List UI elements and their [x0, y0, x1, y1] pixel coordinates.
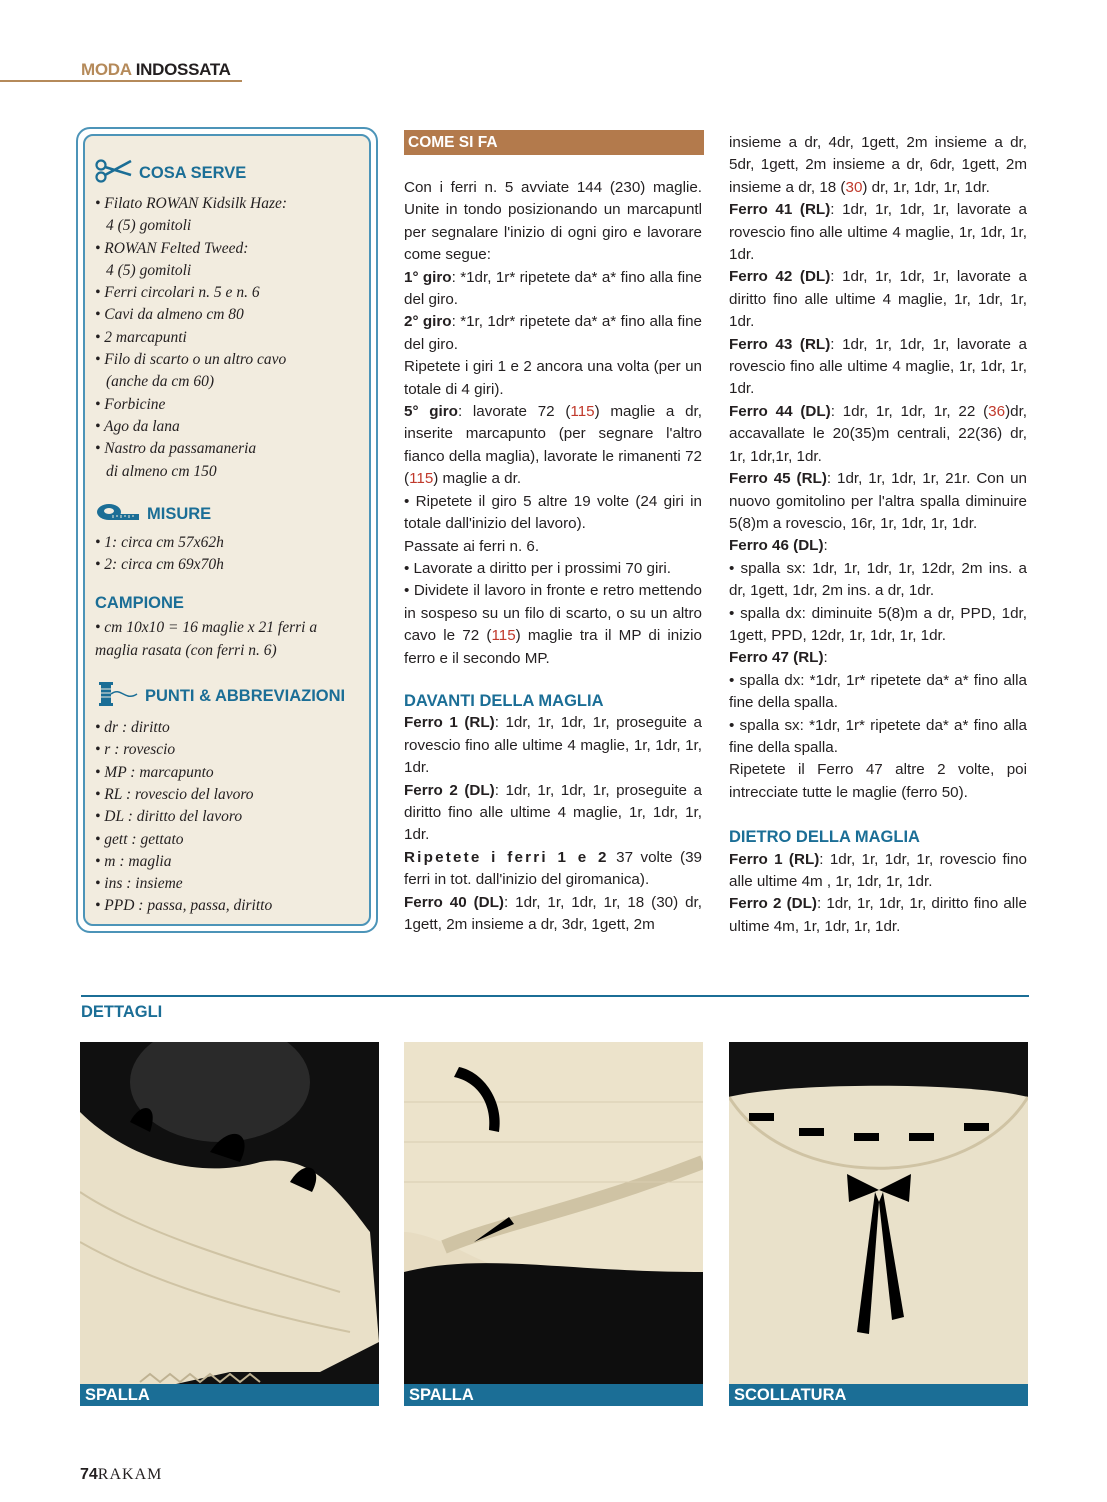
ferro-46: Ferro 46 (DL): — [729, 537, 828, 555]
bullet-lavorate: • Lavorate a diritto per i prossimi 70 giri. — [404, 559, 671, 577]
giro-5: 5° giro: lavorate 72 (115) maglie a dr, inserite marcapunto (per segnare l'altro fianco della maglia), lavorate le rimanenti 72 (115) maglie a dr. — [404, 403, 702, 488]
list-item: di almeno cm 150 — [106, 462, 217, 480]
list-item: • 2 marcapunti — [95, 328, 187, 346]
bullet-dividete: • Dividete il lavoro in fronte e retro mettendo in sospeso su un filo di scarto, o su un altro cavo le 72 (115) maglie tra il MP di inizio ferro e il secondo MP. — [404, 582, 703, 667]
ferro-46-dx: • spalla dx: diminuite 5(8)m a dr, PPD, 1dr, 1gett, PPD, 12dr, 1r, 1dr, 1r, 1dr. — [729, 604, 1027, 644]
cosa-serve-title — [95, 158, 359, 189]
list-item: • gett : gettato — [95, 830, 184, 848]
materials-sidebar — [76, 127, 378, 933]
ripetete-ferri: Ripetete i ferri 1 e 2 37 volte (39 ferri in tot. dall'inizio del giromanica). — [404, 848, 702, 889]
page-number: 74 — [80, 1466, 98, 1483]
ferro-42: Ferro 42 (DL): 1dr, 1r, 1dr, 1r, lavorate a diritto fino alle ultime 4 maglie, 1r, 1dr, 1r, 1dr. — [729, 268, 1028, 331]
ferro-44: Ferro 44 (DL): 1dr, 1r, 1dr, 1r, 22 (36)dr, accavallate le 20(35)m centrali, 22(36) dr, 1r, 1dr,1r, 1dr. — [729, 402, 1028, 465]
list-item: • Filato ROWAN Kidsilk Haze: — [95, 195, 288, 212]
bullet-repeat-giro: • Ripetete il giro 5 altre 19 volte (24 giri in totale dall'inizio del lavoro). — [404, 492, 702, 533]
list-item: 4 (5) gomitoli — [106, 261, 192, 279]
materials-list — [95, 193, 359, 483]
punti-label: PUNTI & ABBREVIAZIONI — [145, 687, 346, 706]
dietro-ferro-1: Ferro 1 (RL): 1dr, 1r, 1dr, 1r, rovescio fino alle ultime 4m , 1r, 1dr, 1r, 1dr. — [729, 850, 1027, 890]
ferro-47-repeat: Ripetete il Ferro 47 altre 2 volte, poi intrecciate tutte le maglie (ferro 50). — [729, 761, 1027, 801]
instructions-column-1 — [404, 130, 702, 936]
section-header — [81, 60, 231, 80]
list-item: • 2: circa cm 69x70h — [95, 556, 224, 574]
list-item: • Cavi da almeno cm 80 — [95, 306, 244, 324]
list-item: • dr : diritto — [95, 719, 170, 737]
page-footer — [80, 1466, 162, 1484]
list-item: • ins : insieme — [95, 875, 183, 893]
punti-title — [95, 680, 359, 713]
list-item: • PPD : passa, passa, diritto — [95, 897, 273, 915]
list-item: • m : maglia — [95, 852, 172, 870]
ferro-43: Ferro 43 (RL): 1dr, 1r, 1dr, 1r, lavorate a rovescio fino alle ultime 4 maglie, 1r, 1dr, 1r, 1dr. — [729, 335, 1028, 398]
dietro-ferro-2: Ferro 2 (DL): 1dr, 1r, 1dr, 1r, diritto fino alle ultime 4m, 1r, 1dr, 1r, 1dr. — [729, 895, 1027, 935]
ferro-47: Ferro 47 (RL): — [729, 649, 828, 667]
intro-paragraph: Con i ferri n. 5 avviate 144 (230) maglie. Unite in tondo posizionando un marcapuntl per segnalare l'inizio di ogni giro e lavorare come segue: — [404, 179, 702, 264]
list-item: (anche da cm 60) — [106, 373, 215, 391]
scissors-icon — [95, 158, 133, 189]
detail-photo-shoulder-2 — [404, 1042, 703, 1406]
repeat-note: Ripetete i giri 1 e 2 ancora una volta (per un totale di 4 giri). — [404, 358, 702, 398]
ferro-45: Ferro 45 (RL): 1dr, 1r, 1dr, 1r, 21r. Con un nuovo gomitolino per l'altra spalla diminuire 5(8)m a rovescio, 16r, 1r, 1dr, 1r, 1dr. — [729, 470, 1028, 532]
dettagli-title: DETTAGLI — [81, 1003, 163, 1021]
list-item: • RL : rovescio del lavoro — [95, 785, 254, 803]
passate-note: Passate ai ferri n. 6. — [404, 537, 540, 555]
measuring-tape-icon — [95, 501, 141, 528]
ferro-1: Ferro 1 (RL): 1dr, 1r, 1dr, 1r, proseguite a rovescio fino alle ultime 4 maglie, 1r, 1dr, 1r, 1dr. — [404, 714, 702, 777]
header-rule — [0, 80, 242, 82]
misure-label: MISURE — [147, 504, 212, 523]
list-item: • Forbicine — [95, 395, 166, 413]
davanti-heading: DAVANTI DELLA MAGLIA — [404, 691, 604, 710]
list-item: • Ferri circolari n. 5 e n. 6 — [95, 284, 260, 302]
list-item: • Ago da lana — [95, 417, 180, 435]
ferro-40-continued: insieme a dr, 4dr, 1gett, 2m insieme a dr, 5dr, 1gett, 2m insieme a dr, 6dr, 1gett, 2m insieme a dr, 18 (30) dr, 1r, 1dr, 1r, 1dr. — [729, 134, 1027, 196]
giro-1: 1° giro: *1dr, 1r* ripetete da* a* fino alla fine del giro. — [404, 268, 702, 309]
magazine-name: RAKAM — [97, 1466, 163, 1483]
list-item: • DL : diritto del lavoro — [95, 808, 243, 826]
abbreviations-list — [95, 717, 359, 918]
ferro-2: Ferro 2 (DL): 1dr, 1r, 1dr, 1r, proseguite a diritto fino alle ultime 4 maglie, 1r, 1dr, 1r, 1dr. — [404, 781, 702, 844]
campione-text: • cm 10x10 = 16 maglie x 21 ferri a maglia rasata (con ferri n. 6) — [95, 619, 318, 659]
ferro-47-sx: • spalla sx: *1dr, 1r* ripetete da* a* fino alla fine della spalla. — [729, 716, 1027, 756]
section-header-part1: MODA — [81, 60, 132, 79]
misure-title — [95, 501, 359, 528]
photo-caption: SPALLA — [404, 1384, 703, 1406]
section-header-part2: INDOSSATA — [135, 60, 231, 79]
list-item: • Nastro da passamaneria — [95, 440, 257, 458]
sizes-list — [95, 532, 359, 577]
list-item: • r : rovescio — [95, 741, 176, 759]
campione-title: CAMPIONE — [95, 594, 184, 613]
list-item: • Filo di scarto o un altro cavo — [95, 351, 287, 369]
list-item: • 1: circa cm 57x62h — [95, 533, 224, 551]
ferro-47-dx: • spalla dx: *1dr, 1r* ripetete da* a* fino alla fine della spalla. — [729, 671, 1027, 712]
giro-2: 2° giro: *1r, 1dr* ripetete da* a* fino alla fine del giro. — [404, 313, 702, 353]
list-item: 4 (5) gomitoli — [106, 217, 192, 235]
instructions-column-2 — [729, 132, 1027, 938]
ferro-40: Ferro 40 (DL): 1dr, 1r, 1dr, 1r, 18 (30) dr, 1gett, 2m insieme a dr, 3dr, 1gett, 2m — [404, 893, 703, 933]
ferro-41: Ferro 41 (RL): 1dr, 1r, 1dr, 1r, lavorate a rovescio fino alle ultime 4 maglie, 1r, 1dr, 1r, 1dr. — [729, 201, 1028, 264]
cosa-serve-label: COSA SERVE — [139, 164, 247, 182]
dietro-heading: DIETRO DELLA MAGLIA — [729, 828, 920, 847]
thread-spool-icon — [95, 680, 139, 713]
list-item: • ROWAN Felted Tweed: — [95, 239, 249, 257]
photo-caption: SPALLA — [80, 1384, 379, 1406]
photo-caption: SCOLLATURA — [729, 1384, 1028, 1406]
ferro-46-sx: • spalla sx: 1dr, 1r, 1dr, 1r, 12dr, 2m ins. a dr, 1gett, 1dr, 2m ins. a dr, 1dr. — [729, 559, 1027, 600]
detail-photo-shoulder-1 — [80, 1042, 379, 1406]
come-si-fa-heading: COME SI FA — [404, 130, 704, 155]
dettagli-rule — [81, 995, 1029, 997]
list-item: • MP : marcapunto — [95, 763, 214, 781]
detail-photo-neckline — [729, 1042, 1028, 1406]
